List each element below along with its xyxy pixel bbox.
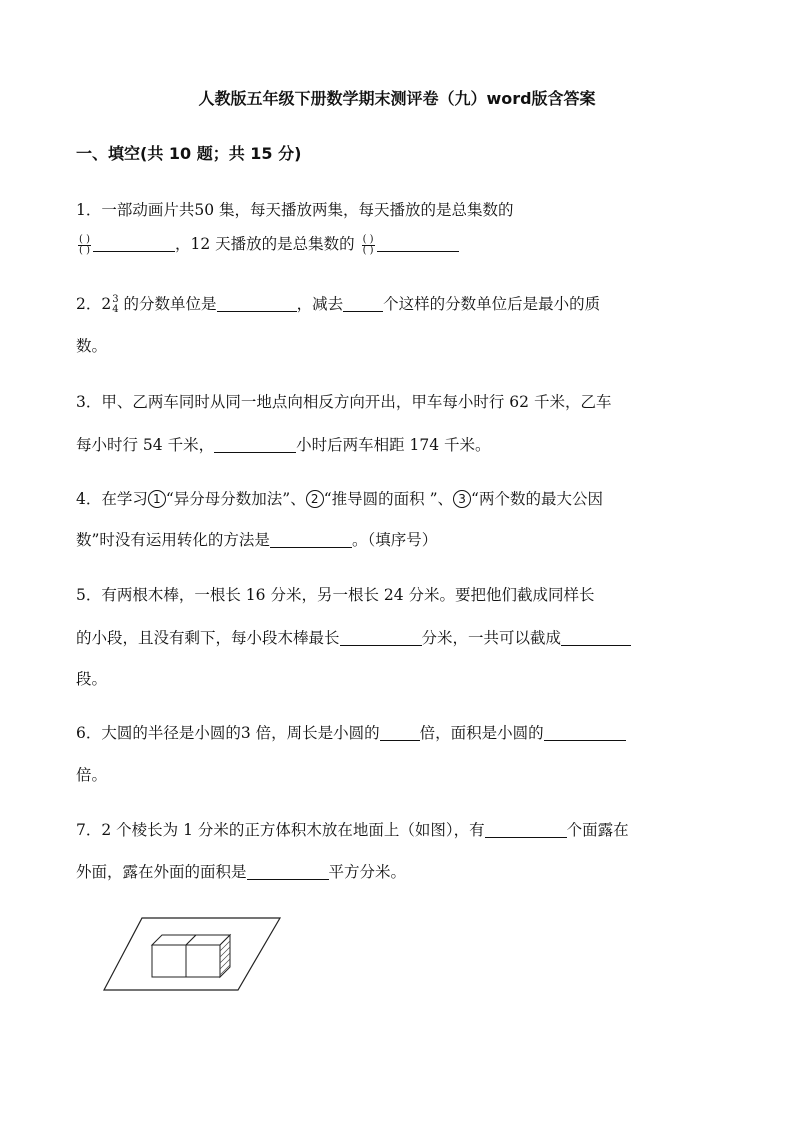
q1-frac1-num: ( ) (79, 233, 90, 245)
q4-blank[interactable] (270, 531, 352, 548)
q7-line2 (76, 860, 406, 882)
q3-blank[interactable] (214, 436, 296, 453)
q2-line2: 数。 (76, 337, 108, 355)
q2-text-a: 的分数单位是 (118, 295, 217, 313)
q2-frac-den: 4 (112, 304, 119, 315)
q5-blank-1[interactable] (340, 629, 422, 646)
q7-text-d: 平方分米。 (328, 863, 407, 881)
q7-line1 (76, 818, 629, 840)
page-title: 人教版五年级下册数学期末测评卷（九）word版含答案 (198, 89, 596, 108)
q4-circled-1: 1 (148, 490, 166, 508)
q1-blank-1[interactable] (93, 235, 175, 252)
q6-line2: 倍。 (76, 766, 108, 784)
q2-text-c: 个这样的分数单位后是最小的质 (383, 295, 601, 313)
q6-blank-2[interactable] (544, 724, 626, 741)
q7-text-c: 外面，露在外面的面积是 (76, 863, 247, 881)
q5-text-a: 的小段，且没有剩下，每小段木棒最长 (76, 629, 340, 647)
q2-line1 (76, 292, 600, 315)
q4-circled-2: 2 (306, 490, 324, 508)
q4-line2 (76, 528, 437, 550)
q5-text-b: 分米，一共可以截成 (421, 629, 562, 647)
q6-text-b: 倍，面积是小圆的 (419, 724, 544, 742)
q4-circled-3: 3 (453, 490, 471, 508)
cube-left-front (152, 945, 186, 977)
q4-text-d: “两个数的最大公因 (471, 490, 603, 508)
q4-line1 (76, 487, 603, 509)
q4-text-e: 数”时没有运用转化的方法是 (76, 531, 270, 549)
q2-mixed-whole: 2 (101, 295, 112, 313)
q1-frac2-den: ( ) (362, 244, 374, 256)
q3-line1: 3．甲、乙两车同时从同一地点向相反方向开出，甲车每小时行 62 千米，乙车 (76, 393, 612, 411)
q1-frac1-den: ( ) (79, 244, 90, 256)
q2-blank-1[interactable] (217, 295, 297, 312)
q2-frac-num: 3 (112, 294, 119, 305)
q6-text-a: 6．大圆的半径是小圆的3 倍，周长是小圆的 (76, 724, 380, 742)
cubes-on-plane-figure (100, 915, 285, 995)
q2-blank-2[interactable] (343, 295, 383, 312)
q6-blank-1[interactable] (380, 724, 420, 741)
q5-line3: 段。 (76, 670, 108, 688)
q4-text-b: “异分母分数加法”、 (165, 490, 306, 508)
q4-text-c: “推导圆的面积 ”、 (323, 490, 454, 508)
q7-blank-2[interactable] (247, 863, 329, 880)
q3-text-a: 每小时行 54 千米， (76, 436, 215, 454)
q4-text-a: 4．在学习 (76, 490, 148, 508)
q3-text-b: 小时后两车相距 174 千米。 (296, 436, 491, 454)
q4-text-f: 。（填序号） (351, 531, 438, 549)
q7-text-a: 7．2 个棱长为 1 分米的正方体积木放在地面上（如图），有 (76, 821, 485, 839)
q7-text-b: 个面露在 (566, 821, 629, 839)
cube-right-front (186, 945, 220, 977)
q1-mid-text: ，12 天播放的是总集数的 (174, 235, 355, 253)
q1-fraction-2 (362, 235, 375, 256)
q2-text-b: ，减去 (296, 295, 344, 313)
q3-line2 (76, 433, 491, 455)
q5-line1: 5．有两根木棒，一根长 16 分米，另一根长 24 分米。要把他们截成同样长 (76, 586, 595, 604)
q1-line1: 1．一部动画片共50 集，每天播放两集，每天播放的是总集数的 (76, 201, 514, 219)
q6-line1 (76, 721, 626, 743)
q1-blank-2[interactable] (377, 235, 459, 252)
q1-fraction-1 (78, 235, 91, 256)
section-heading: 一、填空(共 10 题；共 15 分) (76, 144, 302, 163)
q7-blank-1[interactable] (485, 821, 567, 838)
q1-line2 (76, 232, 459, 256)
q1-frac2-num: ( ) (362, 233, 374, 245)
q5-line2 (76, 626, 631, 648)
q5-blank-2[interactable] (561, 629, 631, 646)
q2-number: 2． (76, 295, 102, 313)
